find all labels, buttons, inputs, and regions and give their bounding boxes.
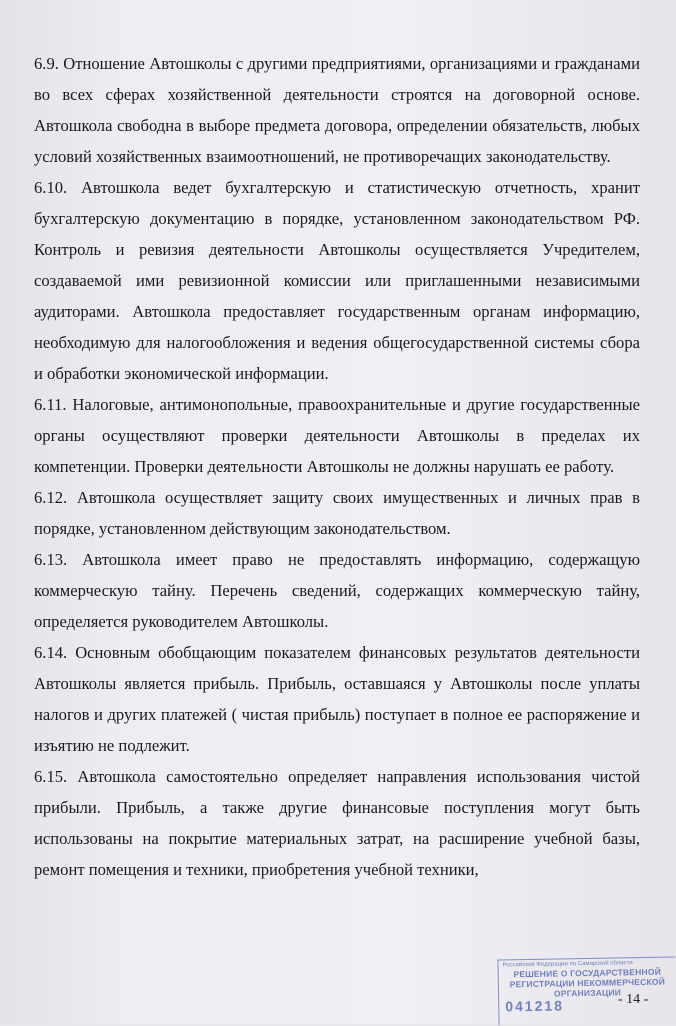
paragraph-6-12: 6.12. Автошкола осуществляет защиту своих имущественных и личных прав в порядке, установленном действующим законодательством. (34, 488, 640, 538)
paragraph-6-11: 6.11. Налоговые, антимонопольные, правоохранительные и другие государственные органы осуществляют проверки деятельности Автошколы в пределах их компетенции. Проверки деятельности Автошколы не должны нарушать ее работу. (34, 395, 640, 476)
paragraph-6-9: 6.9. Отношение Автошколы с другими предприятиями, организациями и гражданами во всех сферах хозяйственной деятельности строятся на договорной основе. Автошкола свободна в выборе предмета договора, определении обязательств, любых условий хозяйственных взаимоотношений, не противоречащих законодательству. (34, 54, 640, 166)
paragraph-6-13: 6.13. Автошкола имеет право не предоставлять информацию, содержащую коммерческую тайну. Перечень сведений, содержащих коммерческую тайну, определяется руководителем Автошколы. (34, 550, 640, 631)
paragraph-6-14: 6.14. Основным обобщающим показателем финансовых результатов деятельности Автошколы является прибыль. Прибыль, оставшаяся у Автошколы после уплаты налогов и других платежей ( чистая прибыль) поступает в полное ее распоряжение и изъятию не подлежит. (34, 643, 640, 755)
stamp-subtitle-line: РЕГИСТРАЦИИ НЕКОММЕРЧЕСКОЙ (509, 976, 666, 990)
page-number: - 14 - (618, 992, 649, 1007)
registration-stamp (497, 956, 676, 1025)
stamp-authority-line: Российской Федерации по Самарской области (502, 960, 633, 969)
stamp-org-line: ОРГАНИЗАЦИИ (553, 987, 622, 999)
stamp-number: 041218 (505, 997, 565, 1015)
stamp-title-line: РЕШЕНИЕ О ГОСУДАРСТВЕННОЙ (513, 966, 662, 980)
paragraph-6-10: 6.10. Автошкола ведет бухгалтерскую и статистическую отчетность, хранит бухгалтерскую документацию в порядке, установленном законодательством РФ. Контроль и ревизия деятельности Автошколы осуществляется Учредителем, создаваемой ими ревизионной комиссии или приглашенными независимыми аудиторами. Автошкола предоставляет государственным органам информацию, необходимую для налогообложения и ведения общегосударственной системы сбора и обработки экономической информации. (34, 178, 640, 383)
document-body (34, 48, 640, 885)
paragraph-6-15: 6.15. Автошкола самостоятельно определяет направления использования чистой прибыли. Прибыль, а также другие финансовые поступления могут быть использованы на покрытие материальных затрат, на расширение учебной базы, ремонт помещения и техники, приобретения учебной техники, (34, 767, 640, 879)
